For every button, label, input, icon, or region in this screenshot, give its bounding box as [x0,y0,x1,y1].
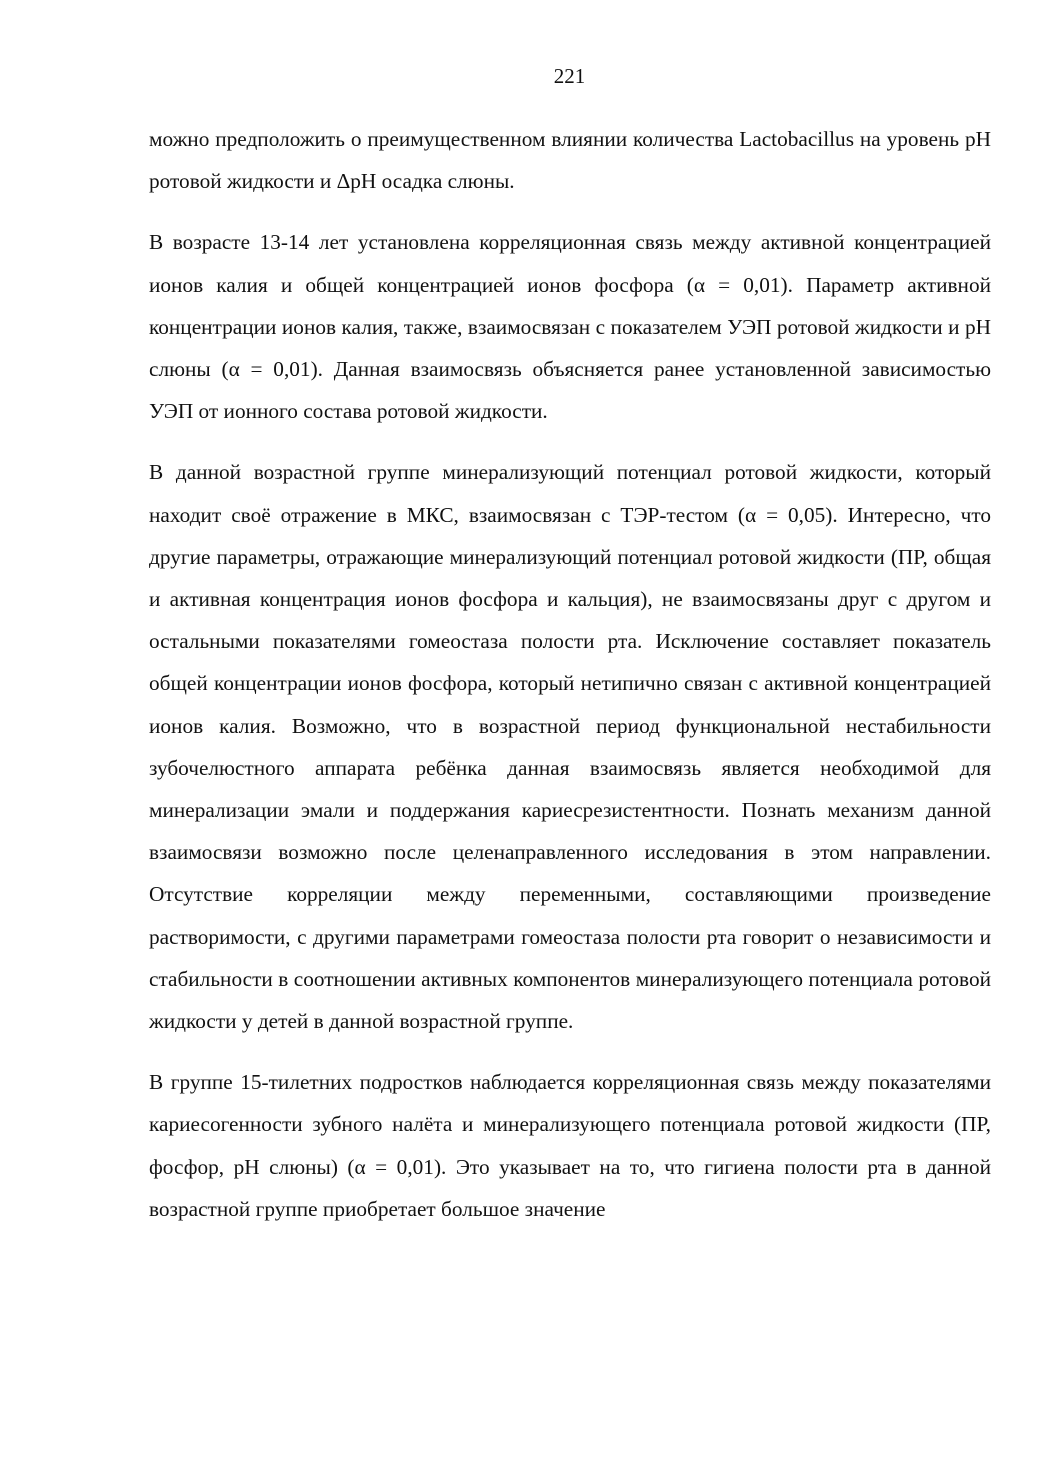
page-number: 221 [553,64,586,88]
paragraph-4: В группе 15-тилетних подростков наблюдается корреляционная связь между показателями кариесогенности зубного налёта и минерализующего потенциала ротовой жидкости (ПР, фосфор, pH слюны) (α = 0,01). Это указывает на то, что гигиена полости рта в данной возрастной группе приобретает большое значение [149,1070,991,1221]
paragraph-1: можно предположить о преимущественном влиянии количества Lactobacillus на уровень pH ротовой жидкости и ΔpH осадка слюны. [149,127,991,194]
paragraph-2: В возрасте 13-14 лет установлена корреляционная связь между активной концентрацией ионов калия и общей концентрацией ионов фосфора (α = 0,01). Параметр активной концентрации ионов калия, также, взаимосвязан с показателем УЭП ротовой жидкости и pH слюны (α = 0,01). Данная взаимосвязь объясняется ранее установленной зависимостью УЭП от ионного состава ротовой жидкости. [149,230,991,424]
paragraph-3: В данной возрастной группе минерализующий потенциал ротовой жидкости, который находит своё отражение в МКС, взаимосвязан с ТЭР-тестом (α = 0,05). Интересно, что другие параметры, отражающие минерализующий потенциал ротовой жидкости (ПР, общая и активная концентрация ионов фосфора и кальция), не взаимосвязаны друг с другом и остальными показателями гомеостаза полости рта. Исключение составляет показатель общей концентрации ионов фосфора, который нетипично связан с активной концентрацией ионов калия. Возможно, что в возрастной период функциональной нестабильности зубочелюстного аппарата ребёнка данная взаимосвязь является необходимой для минерализации эмали и поддержания кариесрезистентности. Познать механизм данной взаимосвязи возможно после целенаправленного исследования в этом направлении. Отсутствие корреляции между переменными, составляющими произведение растворимости, с другими параметрами гомеостаза полости рта говорит о независимости и стабильности в соотношении активных компонентов минерализующего потенциала ротовой жидкости у детей в данной возрастной группе. [149,460,991,1034]
body-text [149,118,991,1249]
